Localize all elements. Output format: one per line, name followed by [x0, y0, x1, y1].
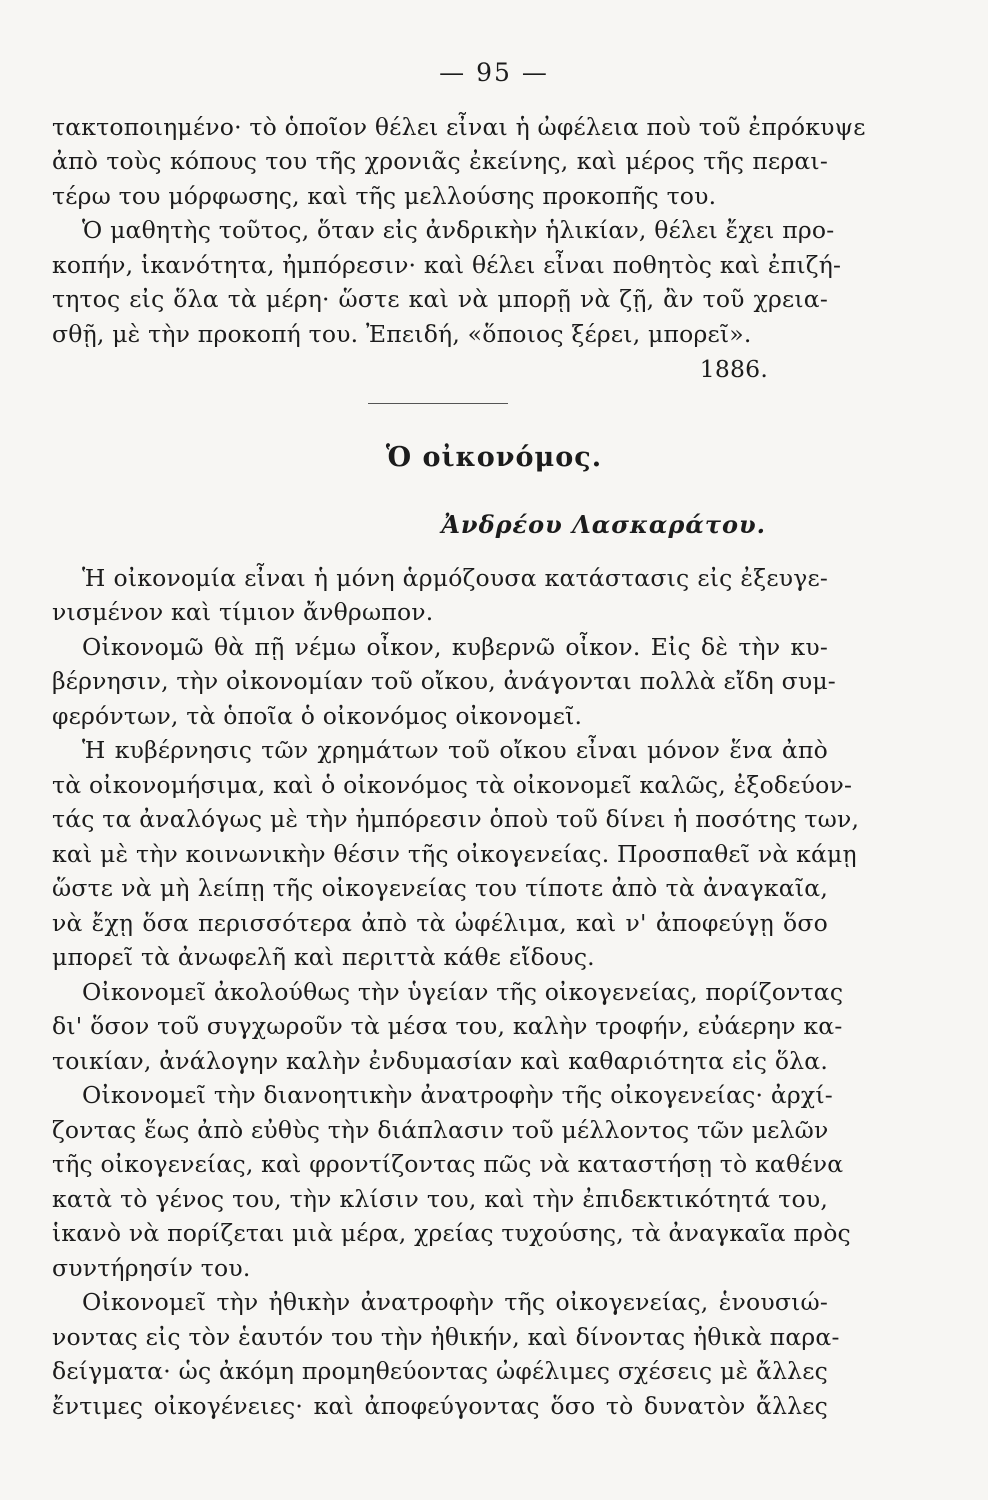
text-line: κοπήν, ἱκανότητα, ἠμπόρεσιν· καὶ θέλει εἶναι ποθητὸς καὶ ἐπιζή-: [52, 251, 842, 279]
text-line: Οἰκονομεῖ τὴν διανοητικὴν ἀνατροφὴν τῆς οἰκογενείας· ἀρχί-: [82, 1081, 833, 1109]
text-line: νοντας εἰς τὸν ἑαυτόν του τὴν ἠθικήν, καὶ δίνοντας ἠθικὰ παρα-: [52, 1323, 840, 1351]
text-line: τὰ οἰκονομήσιμα, καὶ ὁ οἰκονόμος τὰ οἰκονομεῖ καλῶς, ἐξοδεύον-: [52, 771, 853, 799]
text-line: καὶ μὲ τὴν κοινωνικὴν θέσιν τῆς οἰκογενείας. Προσπαθεῖ νὰ κάμῃ: [52, 840, 857, 868]
text-line: Οἰκονομεῖ τὴν ἠθικὴν ἀνατροφὴν τῆς οἰκογενείας, ἑνουσιώ-: [82, 1288, 828, 1316]
text-line: σθῇ, μὲ τὴν προκοπή του. Ἐπειδή, «ὅποιος ξέρει, μπορεῖ».: [52, 320, 752, 348]
text-line: ἀπὸ τοὺς κόπους του τῆς χρονιᾶς ἐκείνης, καὶ μέρος τῆς περαι-: [52, 147, 828, 175]
text-line: κατὰ τὸ γένος του, τὴν κλίσιν του, καὶ τὴν ἐπιδεκτικότητά του,: [52, 1185, 828, 1213]
author: Ἀνδρέου Λασκαράτου.: [441, 510, 766, 539]
text-line: βέρνησιν, τὴν οἰκονομίαν τοῦ οἴκου, ἀνάγονται πολλὰ εἴδη συμ-: [52, 667, 836, 695]
text-line: Οἰκονομῶ θὰ πῇ νέμω οἶκον, κυβερνῶ οἶκον. Εἰς δὲ τὴν κυ-: [82, 633, 828, 661]
text-line: τάς τα ἀναλόγως μὲ τὴν ἠμπόρεσιν ὁποὺ τοῦ δίνει ἡ ποσότης των,: [52, 805, 860, 833]
text-line: φερόντων, τὰ ὁποῖα ὁ οἰκονόμος οἰκονομεῖ.: [52, 702, 583, 730]
text-line: τακτοποιημένο· τὸ ὁποῖον θέλει εἶναι ἡ ὠφέλεια ποὺ τοῦ ἐπρόκυψε: [52, 113, 866, 141]
divider: [368, 403, 508, 404]
text-line: νισμένον καὶ τίμιον ἄνθρωπον.: [52, 598, 434, 626]
page-number: — 95 —: [439, 58, 549, 87]
text-line: ἔντιμες οἰκογένειες· καὶ ἀποφεύγοντας ὅσο τὸ δυνατὸν ἄλλες: [52, 1392, 828, 1420]
text-line: μπορεῖ τὰ ἀνωφελῆ καὶ περιττὰ κάθε εἴδους.: [52, 943, 595, 971]
text-line: ζοντας ἕως ἀπὸ εὐθὺς τὴν διάπλασιν τοῦ μέλλοντος τῶν μελῶν: [52, 1116, 829, 1144]
date: 1886.: [699, 355, 768, 383]
text-line: δείγματα· ὡς ἀκόμη προμηθεύοντας ὠφέλιμες σχέσεις μὲ ἄλλες: [52, 1357, 828, 1385]
text-line: Οἰκονομεῖ ἀκολούθως τὴν ὑγείαν τῆς οἰκογενείας, πορίζοντας: [82, 978, 844, 1006]
text-line: τέρω του μόρφωσης, καὶ τῆς μελλούσης προκοπῆς του.: [52, 182, 717, 210]
text-line: ὥστε νὰ μὴ λείπῃ τῆς οἰκογενείας του τίποτε ἀπὸ τὰ ἀναγκαῖα,: [52, 874, 828, 902]
text-line: νὰ ἔχῃ ὅσα περισσότερα ἀπὸ τὰ ὠφέλιμα, καὶ ν' ἀποφεύγῃ ὅσο: [52, 909, 828, 937]
text-line: τητος εἰς ὅλα τὰ μέρη· ὥστε καὶ νὰ μπορῇ νὰ ζῇ, ἂν τοῦ χρεια-: [52, 285, 828, 313]
section-title: Ὁ οἰκονόμος.: [385, 442, 603, 473]
text-line: Ὁ μαθητὴς τοῦτος, ὅταν εἰς ἀνδρικὴν ἡλικίαν, θέλει ἔχει προ-: [82, 216, 835, 244]
text-line: Ἡ κυβέρνησις τῶν χρημάτων τοῦ οἴκου εἶναι μόνον ἕνα ἀπὸ: [82, 736, 828, 764]
text-line: συντήρησίν του.: [52, 1254, 251, 1282]
text-line: τῆς οἰκογενείας, καὶ φροντίζοντας πῶς νὰ καταστήσῃ τὸ καθένα: [52, 1150, 844, 1178]
text-line: Ἡ οἰκονομία εἶναι ἡ μόνη ἁρμόζουσα κατάστασις εἰς ἐξευγε-: [82, 564, 828, 592]
text-line: δι' ὅσον τοῦ συγχωροῦν τὰ μέσα του, καλὴν τροφήν, εὐάερην κα-: [52, 1012, 843, 1040]
text-line: ἱκανὸ νὰ πορίζεται μιὰ μέρα, χρείας τυχούσης, τὰ ἀναγκαῖα πρὸς: [52, 1219, 851, 1247]
text-line: τοικίαν, ἀνάλογην καλὴν ἐνδυμασίαν καὶ καθαριότητα εἰς ὅλα.: [52, 1047, 828, 1075]
